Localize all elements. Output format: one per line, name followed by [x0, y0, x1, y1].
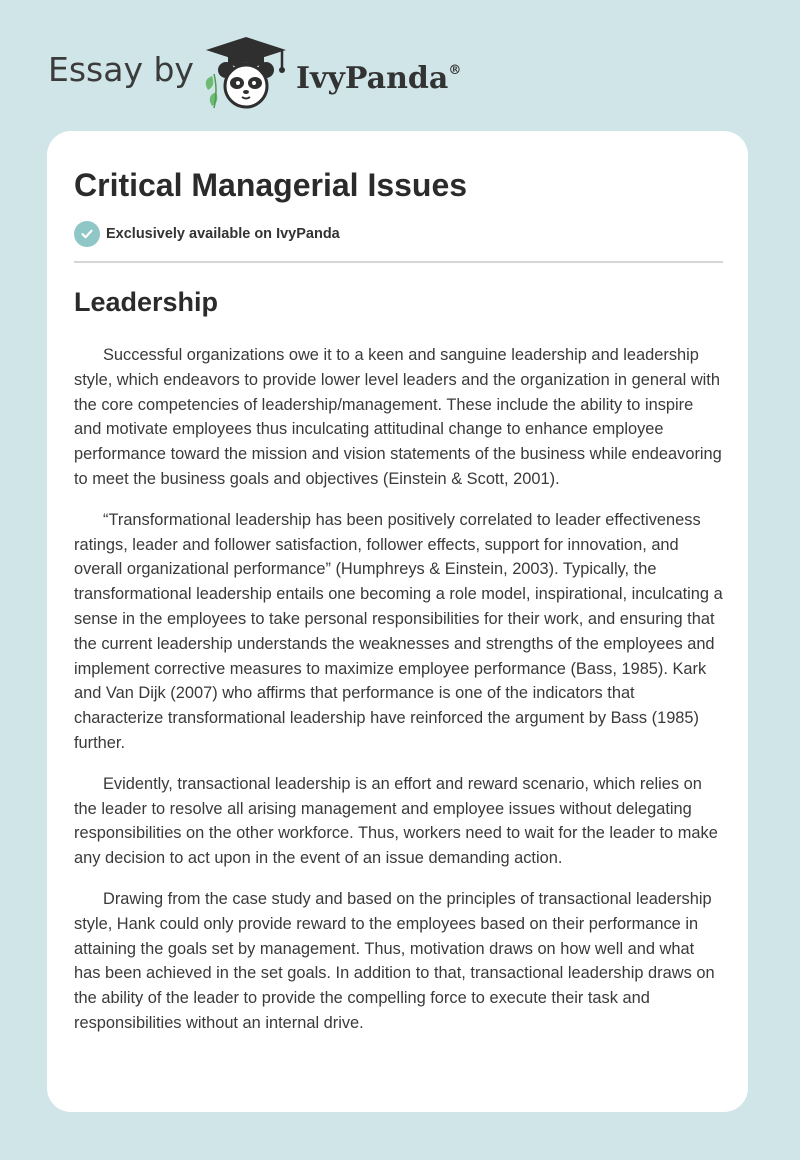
paragraph-4: Drawing from the case study and based on the principles of transactional leadership style, Hank could only provide reward to the employees based on their performance in attaining the goals set by management. Thus, motivation draws on how well and what has been achieved in the set goals. In addition to that, transactional leadership draws on the ability of the leader to provide the compelling force to execute their task and responsibilities without an internal drive. — [74, 889, 715, 1032]
page-title: Critical Managerial Issues — [74, 167, 468, 203]
brand-name[interactable] — [296, 54, 461, 99]
paragraph-1: Successful organizations owe it to a keen and sanguine leadership and leadership style, which endeavors to provide lower level leaders and the organization in general with the core competencies of leadership/management. These include the ability to inspire and motivate employees thus inculcating attitudinal change to enhance employee performance toward the mission and vision statements of the business while endeavoring to meet the business goals and objectives (Einstein & Scott, 2001). — [74, 346, 722, 488]
paragraph-2: “Transformational leadership has been positively correlated to leader effectiveness ratings, leader and follower satisfaction, follower effects, support for innovation, and overall organizational performance” (Humphreys & Einstein, 2003). Typically, the transformational leadership entails one becoming a role model, inspirational, inculcating a sense in the employees to take personal responsibilities for their work, and ensuring that the current leadership understands the weaknesses and strengths of the employees and implement corrective measures to maximize employee performance (Bass, 1985). Kark and Van Dijk (2007) who affirms that performance is one of the indicators that characterize transformational leadership have reinforced the argument by Bass (1985) further. — [74, 510, 723, 752]
section-heading: Leadership — [74, 287, 219, 317]
essay-card — [47, 131, 748, 1112]
site-header — [0, 0, 800, 120]
exclusive-badge — [74, 221, 340, 247]
panda-graduate-logo-icon[interactable] — [198, 34, 294, 110]
divider — [74, 261, 723, 263]
registered-mark: ® — [448, 63, 462, 78]
badge-text: Exclusively available on IvyPanda — [106, 226, 340, 242]
check-icon — [74, 221, 100, 247]
paragraph-3: Evidently, transactional leadership is an effort and reward scenario, which relies on the leader to resolve all arising management and employee issues without delegating responsibilities on the other workforce. Thus, workers need to wait for the leader to make any decision to act upon in the event of an issue demanding action. — [74, 774, 718, 868]
brand-label: IvyPanda — [296, 61, 449, 96]
essay-body — [74, 343, 725, 1052]
essay-by-label: Essay by — [48, 50, 194, 89]
